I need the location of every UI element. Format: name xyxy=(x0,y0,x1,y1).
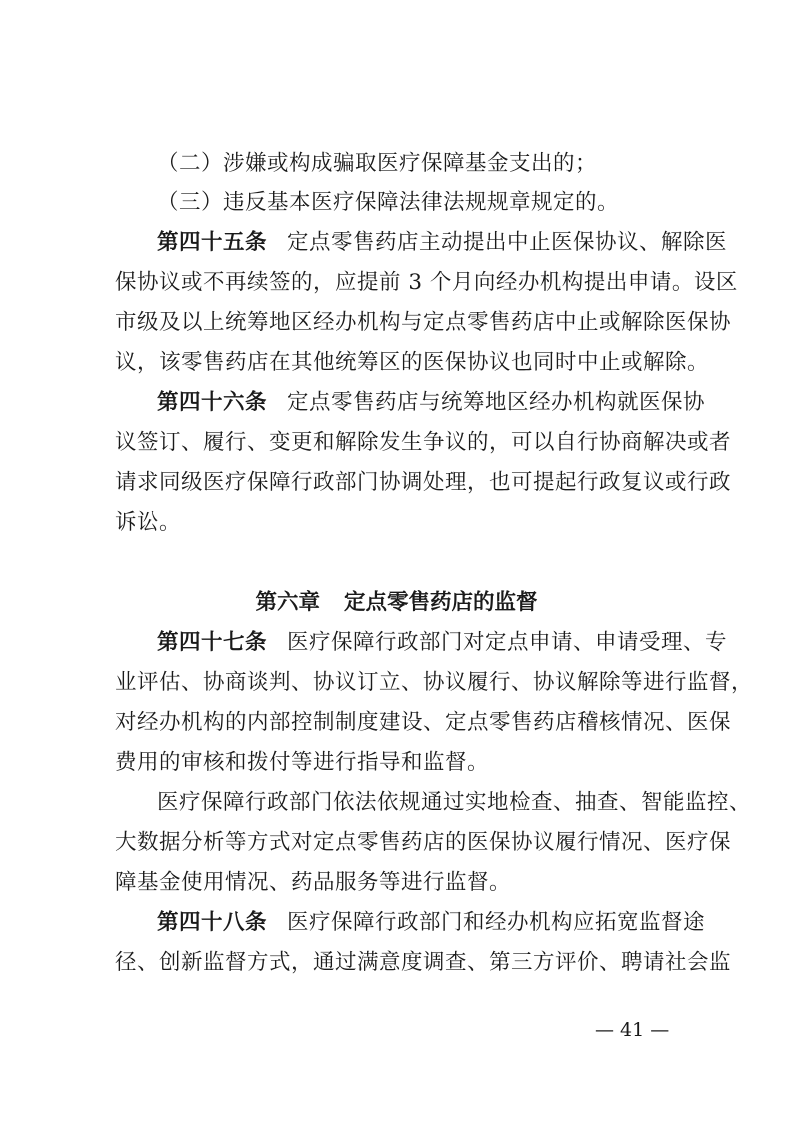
item-3: （三）违反基本医疗保障法律法规规章规定的。 xyxy=(157,190,620,215)
article-45-line-3: 市级及以上统筹地区经办机构与定点零售药店中止或解除医保协 xyxy=(115,310,732,335)
article-47-para-2-line-1: 医疗保障行政部门依法依规通过实地检查、抽查、智能监控、 xyxy=(157,790,752,815)
article-47-text: 医疗保障行政部门对定点申请、申请受理、专 xyxy=(287,630,728,655)
article-45-label: 第四十五条 xyxy=(157,230,268,255)
article-47-line-1 xyxy=(157,628,728,658)
chapter-heading xyxy=(0,588,793,618)
chapter-title: 定点零售药店的监督 xyxy=(344,590,538,615)
article-45-line-1 xyxy=(157,228,728,258)
article-47-line-2: 业评估、协商谈判、协议订立、协议履行、协议解除等进行监督， xyxy=(115,670,754,695)
article-46-line-4: 诉讼。 xyxy=(115,510,182,535)
article-48-line-1 xyxy=(157,908,706,938)
article-45-line-4: 议，该零售药店在其他统筹区的医保协议也同时中止或解除。 xyxy=(115,350,710,375)
article-46-line-1 xyxy=(157,388,706,418)
article-48-line-2: 径、创新监督方式，通过满意度调查、第三方评价、聘请社会监 xyxy=(115,950,732,975)
page-number: — 41 — xyxy=(595,1019,670,1041)
article-48-text: 医疗保障行政部门和经办机构应拓宽监督途 xyxy=(287,910,706,935)
article-45-line-2: 保协议或不再续签的，应提前 3 个月向经办机构提出申请。设区 xyxy=(115,270,738,295)
article-46-text: 定点零售药店与统筹地区经办机构就医保协 xyxy=(287,390,706,415)
article-48-label: 第四十八条 xyxy=(157,910,268,935)
article-47-para-2-line-3: 障基金使用情况、药品服务等进行监督。 xyxy=(115,870,512,895)
item-2: （二）涉嫌或构成骗取医疗保障基金支出的； xyxy=(157,151,598,176)
article-47-line-3: 对经办机构的内部控制制度建设、定点零售药店稽核情况、医保 xyxy=(115,710,732,735)
article-45-text: 定点零售药店主动提出中止医保协议、解除医 xyxy=(287,230,728,255)
article-47-label: 第四十七条 xyxy=(157,630,268,655)
chapter-number: 第六章 xyxy=(255,590,320,615)
article-46-label: 第四十六条 xyxy=(157,390,268,415)
article-46-line-2: 议签订、履行、变更和解除发生争议的，可以自行协商解决或者 xyxy=(115,430,732,455)
article-46-line-3: 请求同级医疗保障行政部门协调处理，也可提起行政复议或行政 xyxy=(115,470,732,495)
article-47-para-2-line-2: 大数据分析等方式对定点零售药店的医保协议履行情况、医疗保 xyxy=(115,830,732,855)
article-47-line-4: 费用的审核和拨付等进行指导和监督。 xyxy=(115,750,490,775)
